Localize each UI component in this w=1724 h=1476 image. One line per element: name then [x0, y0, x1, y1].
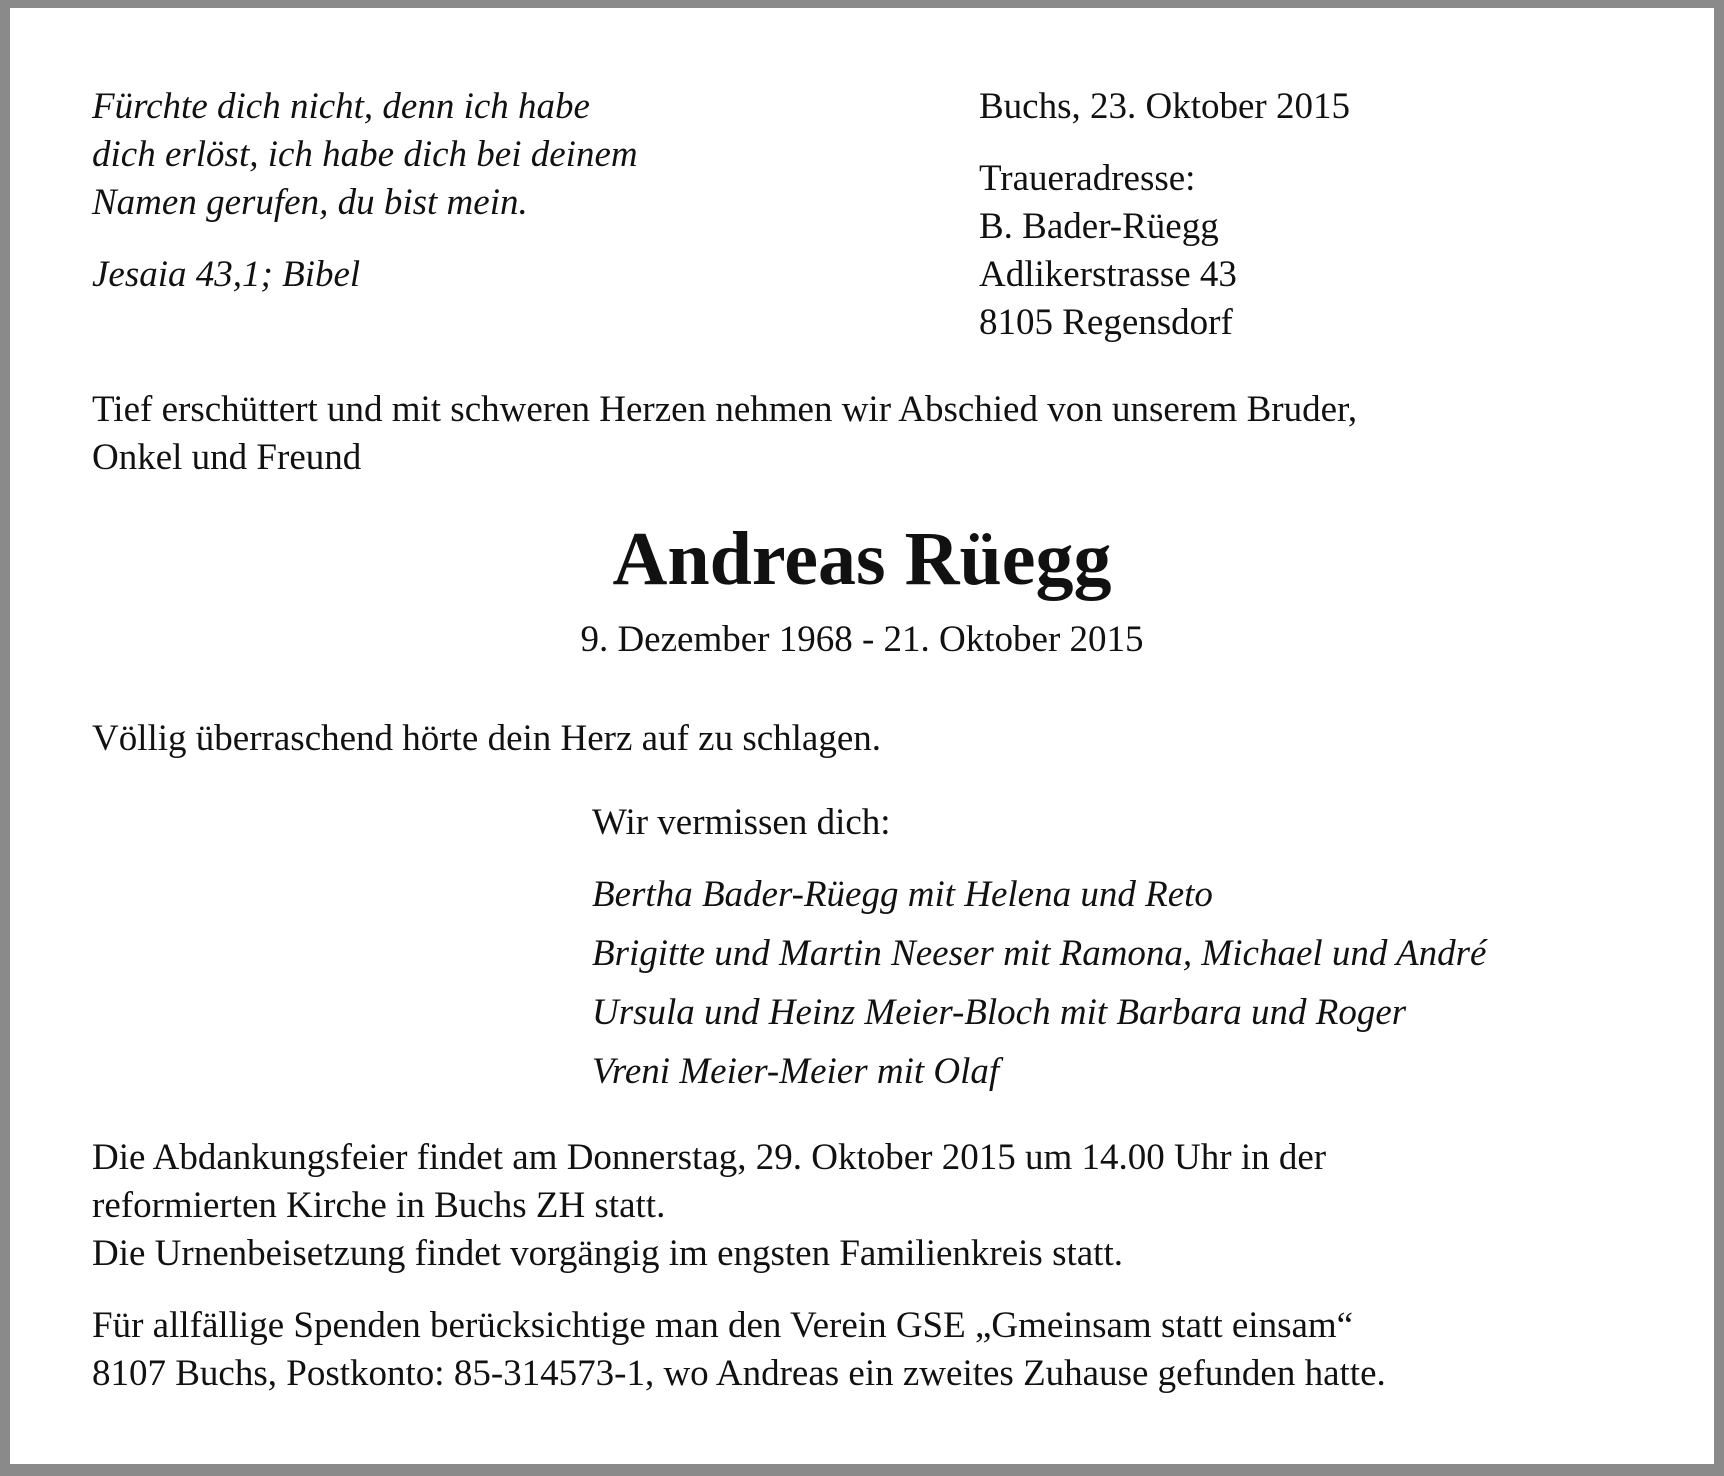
- donations-line: 8107 Buchs, Postkonto: 85-314573-1, wo Andreas ein zweites Zuhause gefunden hatte.: [92, 1353, 1386, 1394]
- address-line: Adlikerstrasse 43: [979, 254, 1237, 295]
- intro-line: Tief erschüttert und mit schweren Herzen nehmen wir Abschied von unserem Bruder,: [92, 389, 1358, 430]
- obituary-notice: [10, 8, 1714, 1464]
- mourner-name: Bertha Bader-Rüegg mit Helena und Reto: [592, 874, 1213, 915]
- intro-line: Onkel und Freund: [92, 437, 362, 478]
- message-text: Völlig überraschend hörte dein Herz auf zu schlagen.: [92, 718, 882, 759]
- quote-line: Fürchte dich nicht, denn ich habe: [92, 86, 590, 127]
- ceremony-line: Die Urnenbeisetzung findet vorgängig im engsten Familienkreis statt.: [92, 1233, 1123, 1274]
- donations-line: Für allfällige Spenden berücksichtige man den Verein GSE „Gmeinsam statt einsam“: [92, 1305, 1354, 1346]
- ceremony-line: Die Abdankungsfeier findet am Donnerstag, 29. Oktober 2015 um 14.00 Uhr in der: [92, 1137, 1327, 1178]
- mourner-name: Vreni Meier-Meier mit Olaf: [592, 1051, 1000, 1092]
- life-dates: 9. Dezember 1968 - 21. Oktober 2015: [580, 619, 1144, 660]
- mourner-name: Brigitte und Martin Neeser mit Ramona, Michael und André: [592, 933, 1487, 974]
- quote-line: dich erlöst, ich habe dich bei deinem: [92, 134, 638, 175]
- ceremony-line: reformierten Kirche in Buchs ZH statt.: [92, 1185, 666, 1226]
- address-line: B. Bader-Rüegg: [979, 206, 1219, 247]
- mourners-heading: Wir vermissen dich:: [592, 802, 891, 843]
- quote-source: Jesaia 43,1; Bibel: [92, 254, 361, 295]
- address-label: Traueradresse:: [979, 158, 1196, 199]
- quote-line: Namen gerufen, du bist mein.: [92, 182, 528, 223]
- address-line: 8105 Regensdorf: [979, 302, 1233, 343]
- mourner-name: Ursula und Heinz Meier-Bloch mit Barbara und Roger: [592, 992, 1407, 1033]
- place-date: Buchs, 23. Oktober 2015: [979, 86, 1350, 127]
- deceased-name: Andreas Rüegg: [612, 517, 1112, 601]
